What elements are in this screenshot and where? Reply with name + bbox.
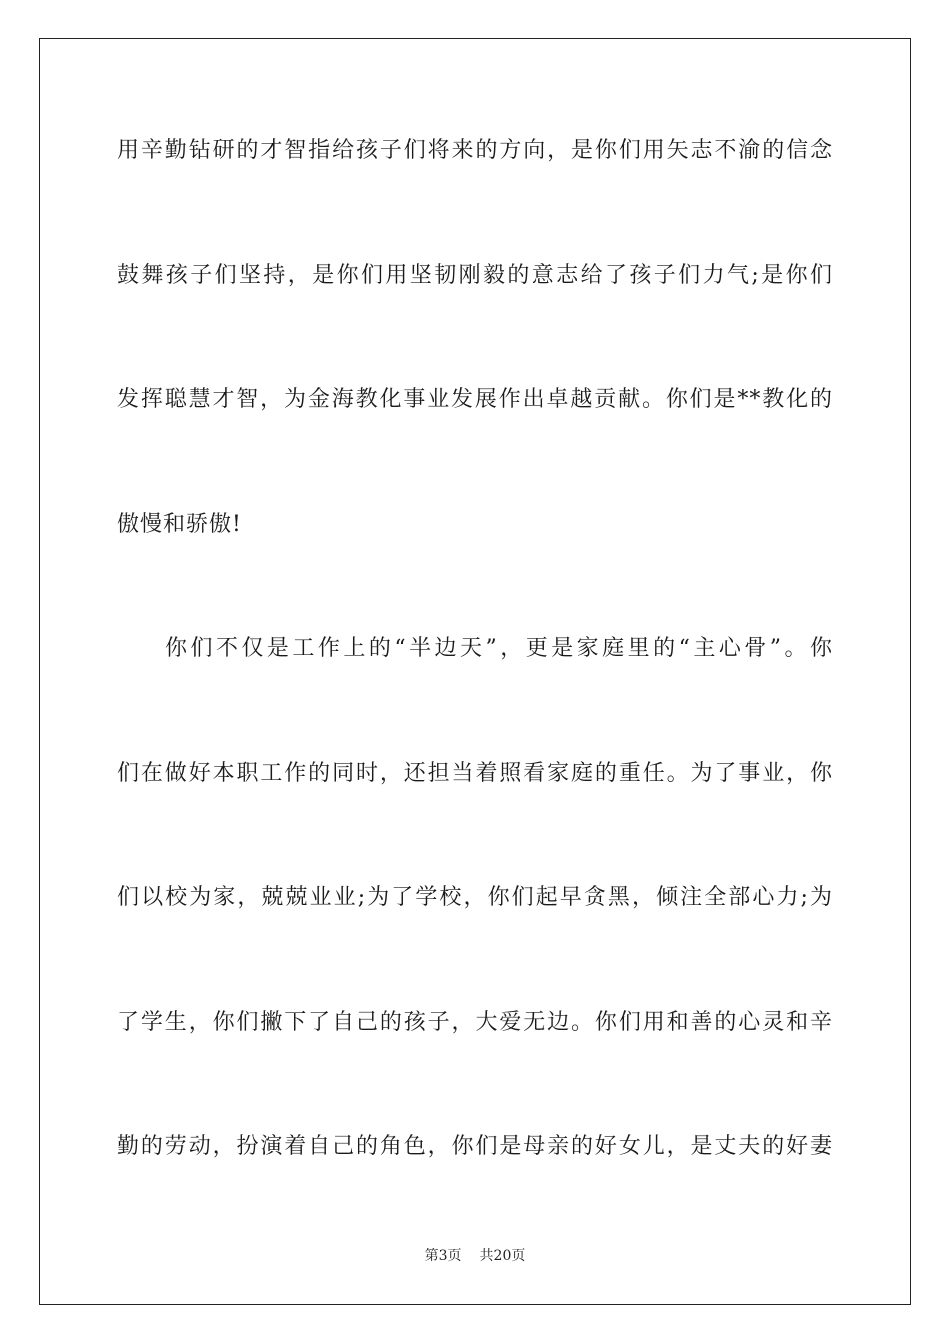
page-total: 共20页 [479,1248,526,1264]
text-line: 了学生，你们撇下了自己的孩子，大爱无边。你们用和善的心灵和辛 [117,1010,833,1035]
text-line: 鼓舞孩子们坚持，是你们用坚韧刚毅的意志给了孩子们力气;是你们 [117,263,833,288]
text-line: 发挥聪慧才智，为金海教化事业发展作出卓越贡献。你们是**教化的 [117,387,833,412]
page-number: 第3页 [424,1248,462,1264]
text-line: 用辛勤钻研的才智指给孩子们将来的方向，是你们用矢志不渝的信念 [117,138,833,163]
text-line: 傲慢和骄傲! [117,512,242,537]
text-line: 们在做好本职工作的同时，还担当着照看家庭的重任。为了事业，你 [117,761,833,786]
text-line: 们以校为家，兢兢业业;为了学校，你们起早贪黑，倾注全部心力;为 [117,885,833,910]
text-line: 勤的劳动，扮演着自己的角色，你们是母亲的好女儿，是丈夫的好妻 [117,1134,833,1159]
page-footer [0,1247,950,1265]
page-border [39,38,911,1305]
text-line: 你们不仅是工作上的“半边天”，更是家庭里的“主心骨”。你 [165,636,833,661]
